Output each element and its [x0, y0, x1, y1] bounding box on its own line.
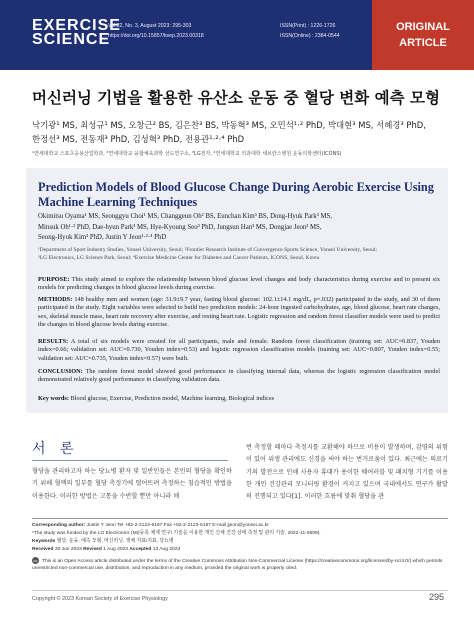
abstract-conclusion-text: The random forest model showed good performance in classifying internal data, whereas the logistic regression classification model demonstrated relatively good performance in classifying validation data.: [38, 368, 440, 384]
english-affiliations: [38, 246, 438, 263]
article-type-line-1: ORIGINAL: [396, 21, 450, 33]
abstract-conclusion-label: CONCLUSION:: [38, 368, 83, 375]
article-type-line-2: ARTICLE: [399, 37, 447, 49]
abstract-purpose-label: PURPOSE:: [38, 276, 70, 283]
english-authors-line-2: Minsuk Oh¹·² PhD, Dae-hyun Park³ MS, Hye-Kyoung Seo³ PhD, Jungsun Han³ MS, Dongjae Jeon³ MS,: [38, 223, 322, 231]
korean-authors-line-2: 한정선³ MS, 전동재³ PhD, 김성혁³ PhD, 전용관¹·²·⁴ PhD: [32, 134, 245, 144]
english-title: Prediction Models of Blood Glucose Change During Aerobic Exercise Using Machine Learning Techniques: [38, 180, 434, 209]
corresponding-author-text: Justin Y Jeon Tel +82-2-2123-6197 Fax +82-2-2123-6197 E-mail jjeon@yonsei.ac.kr: [85, 523, 269, 528]
article-type-badge: [372, 0, 474, 70]
korean-keywords-label: Keywords: [32, 539, 56, 544]
journal-header-banner: [0, 0, 474, 70]
article-dates: [32, 546, 450, 553]
english-affiliation-line-2: ³LG Electronics, LG Science Park, Seoul; ⁴Exercise Medicine Center for Diabetes and Cancer Patients, ICONS, Seoul, Korea: [38, 255, 320, 262]
korean-title: 머신러닝 기법을 활용한 유산소 운동 중 혈당 변화 예측 모형: [32, 89, 440, 107]
corresponding-author-label: Corresponding author:: [32, 523, 86, 528]
abstract-purpose: [38, 276, 440, 293]
korean-authors: [32, 118, 452, 146]
abstract-results: [38, 338, 440, 363]
received-date: 30 Jun 2023: [53, 547, 84, 552]
license-text: This is an Open Access article distributed under the terms of the Creative Commons Attribution Non-Commercial License (https://creativecommons.org/licenses/by-nc/4.0/) which permits unrestricted non-commercial use, distribution, and reproduction in any medium, provided the original work is properly cited.: [32, 558, 443, 571]
keywords-text: Blood glucose, Exercise, Prediction model, Machine learning, Biological indices: [68, 395, 275, 402]
korean-keywords-text: 혈당, 운동, 예측 모형, 머신러닝, 생체 지표/지표, 당뇨병: [55, 539, 174, 544]
abstract-conclusion: [38, 368, 440, 385]
footnote-divider: [32, 518, 448, 519]
abstract-methods-text: 148 healthy men and women (age: 31.9±9.7 year, fasting blood glucose: 102.1±14.1 mg/dL, p=.032) participated in the study, and 30 of them participated in the study. Eight variables were selected to build two prediction models: 24-hour ingested carbohydrates, age, blood glucose, heart rate changes, sex, skeletal muscle mass, heart rate recovery after exercise, and resting heart rate. Logistic regression and random forest classifier models were used to predict the changes in blood glucose levels during exercise.: [38, 296, 440, 328]
page-number: 295: [428, 592, 444, 602]
received-label: Received: [32, 547, 54, 552]
keywords-label: Key words:: [38, 395, 69, 402]
revised-label: Revised: [83, 547, 102, 552]
issn-info: [280, 21, 340, 41]
abstract-keywords: [38, 395, 440, 402]
abstract-results-text: A total of six models were created for all participants, male and female. Random forest classification (training set: AUC=0.837, Youden index=0.66; validation set: AUC=0.730, Youden index=0.53) and logistic regression classification models (training set: AUC=0.807, Youden index=0.55; validation set: AUC=0.735, Youden index=0.57) were built.: [38, 338, 440, 362]
license-note: [32, 557, 450, 572]
introduction-text-right-column: 번 측정할 때마다 측정지를 교환해야 하므로 비용이 발생하며, 감염의 위험이 있어 위생 관리에도 신경을 써야 하는 번거로움이 있다. 최근에는 의료기기의 발전으로 인해 사용자 휴대가 용이한 웨어러블 및 패치형 기기를 이용한 개인 건강관리 모니터링 환경이 커지고 있으며 국내에서도 연구가 활발히 진행되고 있다[1]. 이러한 흐름에 맞춰 혈당을 관: [246, 444, 448, 501]
abstract-methods: [38, 296, 440, 329]
introduction-text-left-column: 혈당을 관리하고자 하는 당뇨병 환자 및 일반인들은 본인의 혈당을 확인하기 위해 혈액의 일부를 혈당 측정기에 떨어뜨려 측정하는 침습적인 방법을 이용한다. 이러한 방법은 고통을 수반할 뿐만 아니라 매: [32, 468, 232, 500]
logo-line-2: SCIENCE: [32, 31, 111, 48]
korean-affiliations: ¹연세대학교 스포츠응용산업학과, ²연세대학교 융합체육과학 선도연구소, ³LG전자, ⁴연세대학교 의과대학 세브란스병원 운동의학센터(ICONS): [32, 151, 342, 157]
journal-doi-link[interactable]: https://doi.org/10.15857/ksep.2023.00318: [108, 33, 204, 39]
english-affiliation-line-1: ¹Department of Sport Industry Studies, Yonsei University, Seoul; ²Frontier Research Institute of Convergence Sports Science, Yonsei University, Seoul;: [38, 247, 377, 253]
introduction-heading: 서 론: [32, 441, 79, 457]
english-authors: [38, 212, 438, 244]
logo-line-1: EXERCISE: [32, 17, 121, 34]
english-authors-line-3: Seong-Hyuk Kim³ PhD, Justin Y Jeon¹·²·⁴ PhD: [38, 234, 167, 241]
journal-volume-line: Vol.32, No. 3, August 2023: 295-303: [108, 23, 192, 29]
abstract-purpose-text: This study aimed to explore the relationship between blood glucose level changes and body characteristics during exercise and to present six models for predicting changes in blood glucose levels during exercise.: [38, 276, 440, 292]
funding-note: *The study was funded by the LG Electronics (MI)등록 체계 연구/ 기술을 이용한 개인 신체 건강 상태 측정 및 관리 기술, 2022-11-0509).: [32, 531, 321, 536]
corresponding-author: [32, 522, 450, 529]
issn-online: ISSN(Online) : 2384-0544: [280, 33, 340, 39]
korean-authors-line-1: 낙기광¹ MS, 최성규¹ MS, 오창근² BS, 김은찬³ BS, 박동혁³ MS, 오민석¹·² PhD, 박대현³ MS, 서혜경³ PhD,: [32, 120, 426, 130]
copyright-notice: Copyright © 2023 Korean Society of Exercise Physiology: [32, 596, 168, 602]
abstract-results-label: RESULTS:: [38, 338, 69, 345]
accepted-date: 13 Aug 2023: [151, 547, 181, 552]
abstract-methods-label: METHODS:: [38, 296, 73, 303]
korean-keywords: [32, 538, 450, 545]
creative-commons-icon: cc: [33, 558, 38, 563]
journal-citation-info: [108, 21, 204, 41]
footer-divider: [32, 590, 448, 591]
introduction-heading-rule: [32, 460, 228, 461]
english-authors-line-1: Okimitsu Oyama¹ MS, Seonggyu Choi¹ MS, Changgeun Oh² BS, Eunchan Kim³ BS, Dong-Hyuk Park³ MS,: [38, 213, 332, 220]
accepted-label: Accepted: [129, 547, 152, 552]
revised-date: 1 Aug 2023: [101, 547, 130, 552]
issn-print: ISSN(Print) : 1226-1726: [280, 23, 336, 29]
